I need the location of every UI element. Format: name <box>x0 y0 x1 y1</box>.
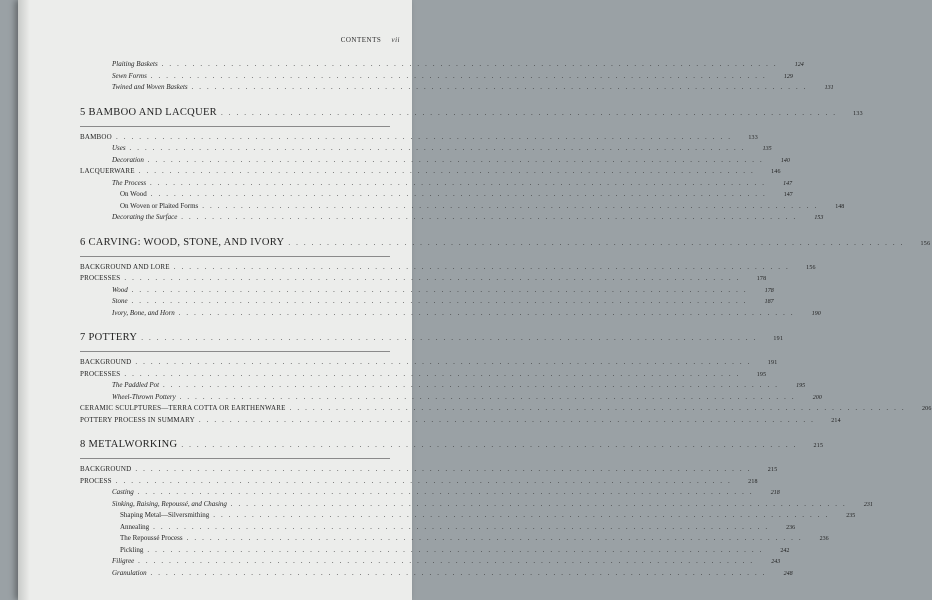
entry-title: BACKGROUND AND LORE <box>80 262 170 271</box>
entry-page-number: 231 <box>863 501 873 508</box>
toc-entry <box>80 178 793 191</box>
dot-leader: ................................................................................ <box>153 522 774 531</box>
chapter-rule <box>80 256 390 257</box>
entry-title: On Woven or Plaited Forms <box>120 201 199 210</box>
entry-page-number: 248 <box>783 570 793 577</box>
toc-entry <box>80 381 806 393</box>
chapter-entry <box>80 332 784 348</box>
page-gutter <box>18 0 30 600</box>
entry-page-number: 195 <box>796 383 806 389</box>
dot-leader: ................................................................................ <box>124 369 745 378</box>
dot-leader: ................................................................................ <box>137 488 758 496</box>
chapter-spacer <box>80 320 390 326</box>
entry-page-number: 191 <box>767 360 778 366</box>
toc-entry <box>80 499 873 512</box>
dot-leader: ................................................................................ <box>131 285 752 294</box>
toc-entry <box>80 511 856 523</box>
toc-entry <box>80 369 767 382</box>
dot-leader: ................................................................................ <box>178 308 799 317</box>
header-page-number: vii <box>391 36 400 44</box>
dot-leader: ................................................................................ <box>135 465 756 473</box>
toc-entry <box>80 415 841 428</box>
dot-leader: ................................................................................ <box>150 178 771 187</box>
entry-page-number: 153 <box>814 215 824 221</box>
entry-title: The Process <box>112 178 147 187</box>
toc-entry <box>80 201 845 214</box>
entry-title: POTTERY PROCESS IN SUMMARY <box>80 415 195 424</box>
entry-page-number: 187 <box>764 299 774 305</box>
entry-page-number: 178 <box>756 276 767 282</box>
toc-entry <box>80 144 772 156</box>
dot-leader: ................................................................................ <box>147 545 768 554</box>
entry-page-number: 147 <box>783 180 793 187</box>
dot-leader: ................................................................................ <box>150 71 771 80</box>
toc-entry <box>80 167 781 179</box>
entry-title: BAMBOO <box>80 132 112 141</box>
entry-page-number: 156 <box>806 264 816 271</box>
dot-leader: ................................................................................ <box>163 381 784 389</box>
dot-leader: ................................................................................ <box>150 190 771 198</box>
entry-title: Casting <box>112 488 134 496</box>
entry-title: Sewn Forms <box>112 71 147 80</box>
entry-title: BACKGROUND <box>80 465 132 473</box>
chapter-spacer <box>80 427 390 433</box>
dot-leader: ................................................................................ <box>213 511 834 519</box>
entry-title: 5 BAMBOO AND LACQUER <box>80 106 217 118</box>
dot-leader: ................................................................................ <box>138 167 759 175</box>
dot-leader: ................................................................................ <box>115 132 736 141</box>
dot-leader: ................................................................................ <box>173 262 794 271</box>
entry-title: PROCESSES <box>80 369 121 378</box>
toc-entry <box>80 522 796 535</box>
dot-leader: ................................................................................ <box>230 499 851 508</box>
entry-page-number: 133 <box>748 134 758 141</box>
dot-leader: ................................................................................ <box>135 358 756 366</box>
dot-leader: ................................................................................ <box>220 108 841 117</box>
entry-title: Wood <box>112 285 128 294</box>
toc-entry <box>80 285 774 298</box>
chapter-entry <box>80 106 863 123</box>
entry-title: Shaping Metal—Silversmithing <box>120 511 210 519</box>
table-of-contents <box>80 60 932 580</box>
entry-title: Uses <box>112 144 126 152</box>
entry-page-number: 206 <box>921 406 932 412</box>
entry-title: Ivory, Bone, and Horn <box>112 308 175 317</box>
entry-title: Pickling <box>120 545 144 554</box>
chapter-rule <box>80 458 390 459</box>
entry-page-number: 140 <box>780 157 790 164</box>
entry-page-number: 133 <box>853 110 863 117</box>
dot-leader: ................................................................................ <box>150 568 771 577</box>
toc-entry <box>80 83 834 95</box>
toc-entry <box>80 545 790 558</box>
toc-entry <box>80 155 790 168</box>
dot-leader: ................................................................................ <box>129 144 750 152</box>
dot-leader: ................................................................................ <box>141 334 762 342</box>
entry-title: PROCESS <box>80 476 112 485</box>
entry-page-number: 190 <box>811 310 821 317</box>
entry-title: Wheel-Thrown Pottery <box>112 392 176 401</box>
dot-leader: ................................................................................ <box>147 155 768 164</box>
entry-page-number: 215 <box>813 443 824 449</box>
entry-title: 7 POTTERY <box>80 332 138 343</box>
book-page <box>18 0 932 600</box>
dot-leader: ................................................................................ <box>181 213 802 221</box>
chapter-rule <box>80 351 390 352</box>
entry-page-number: 218 <box>770 490 780 496</box>
dot-leader: ................................................................................ <box>198 415 819 424</box>
entry-title: BACKGROUND <box>80 358 132 366</box>
dot-leader: ................................................................................ <box>124 274 745 282</box>
entry-title: LACQUERWARE <box>80 167 135 175</box>
toc-entry <box>80 308 821 321</box>
entry-page-number: 156 <box>920 240 931 247</box>
entry-title: Annealing <box>120 522 150 531</box>
entry-page-number: 242 <box>780 547 790 554</box>
toc-entry <box>80 358 778 370</box>
toc-entry <box>80 297 774 309</box>
toc-entry <box>80 262 816 275</box>
entry-page-number: 191 <box>773 336 784 342</box>
toc-entry <box>80 534 829 546</box>
entry-title: Filigree <box>112 557 135 565</box>
toc-entry <box>80 71 793 84</box>
dot-leader: ................................................................................ <box>186 534 807 542</box>
header-title: CONTENTS <box>340 36 382 44</box>
entry-title: Decoration <box>112 155 144 164</box>
dot-leader: ................................................................................ <box>138 557 759 565</box>
entry-page-number: 146 <box>771 169 781 175</box>
entry-page-number: 148 <box>835 203 845 210</box>
entry-page-number: 147 <box>783 192 793 198</box>
toc-entry <box>80 190 793 202</box>
entry-page-number: 243 <box>771 559 781 565</box>
chapter-entry <box>80 439 824 455</box>
dot-leader: ................................................................................ <box>181 441 802 449</box>
entry-title: Decorating the Surface <box>112 213 178 221</box>
entry-page-number: 129 <box>783 73 793 80</box>
toc-entry <box>80 132 758 145</box>
entry-title: CERAMIC SCULPTURES—TERRA COTTA OR EARTHENWARE <box>80 404 286 412</box>
entry-page-number: 236 <box>819 536 829 542</box>
toc-entry <box>80 476 758 489</box>
entry-title: Twined and Woven Baskets <box>112 83 188 91</box>
entry-page-number: 200 <box>812 394 822 401</box>
entry-page-number: 131 <box>824 85 834 91</box>
entry-page-number: 236 <box>786 524 796 531</box>
entry-page-number: 195 <box>756 371 767 378</box>
toc-entry <box>80 488 780 500</box>
entry-title: PROCESSES <box>80 274 121 282</box>
entry-page-number: 124 <box>794 62 804 68</box>
dot-leader: ................................................................................ <box>131 297 752 305</box>
entry-page-number: 215 <box>767 467 778 473</box>
dot-leader: ................................................................................ <box>191 83 812 91</box>
entry-title: Plaiting Baskets <box>112 60 158 68</box>
entry-page-number: 214 <box>831 417 841 424</box>
toc-entry <box>80 213 824 225</box>
entry-title: Granulation <box>112 568 147 577</box>
entry-page-number: 178 <box>764 287 774 294</box>
entry-title: 8 METALWORKING <box>80 439 178 450</box>
dot-leader: ................................................................................ <box>202 201 823 210</box>
entry-title: The Paddled Pot <box>112 381 160 389</box>
toc-entry <box>80 60 804 72</box>
dot-leader: ................................................................................ <box>115 476 736 485</box>
chapter-entry <box>80 236 931 253</box>
dot-leader: ................................................................................ <box>288 238 909 247</box>
entry-title: Stone <box>112 297 128 305</box>
toc-entry <box>80 568 793 581</box>
dot-leader: ................................................................................ <box>161 60 782 68</box>
dot-leader: ................................................................................ <box>289 404 910 412</box>
chapter-rule <box>80 126 390 127</box>
entry-title: On Wood <box>120 190 147 198</box>
entry-title: 6 CARVING: WOOD, STONE, AND IVORY <box>80 236 285 248</box>
toc-entry <box>80 465 778 477</box>
toc-entry <box>80 404 932 416</box>
dot-leader: ................................................................................ <box>179 392 800 401</box>
running-header <box>341 36 400 44</box>
toc-entry <box>80 392 822 405</box>
entry-title: Sinking, Raising, Repoussé, and Chasing <box>112 499 227 508</box>
entry-title: The Repoussé Process <box>120 534 183 542</box>
entry-page-number: 235 <box>846 513 856 519</box>
toc-entry <box>80 557 781 569</box>
toc-entry <box>80 274 767 286</box>
chapter-spacer <box>80 225 390 231</box>
chapter-spacer <box>80 95 390 101</box>
entry-page-number: 218 <box>748 478 758 485</box>
entry-page-number: 135 <box>762 146 772 152</box>
